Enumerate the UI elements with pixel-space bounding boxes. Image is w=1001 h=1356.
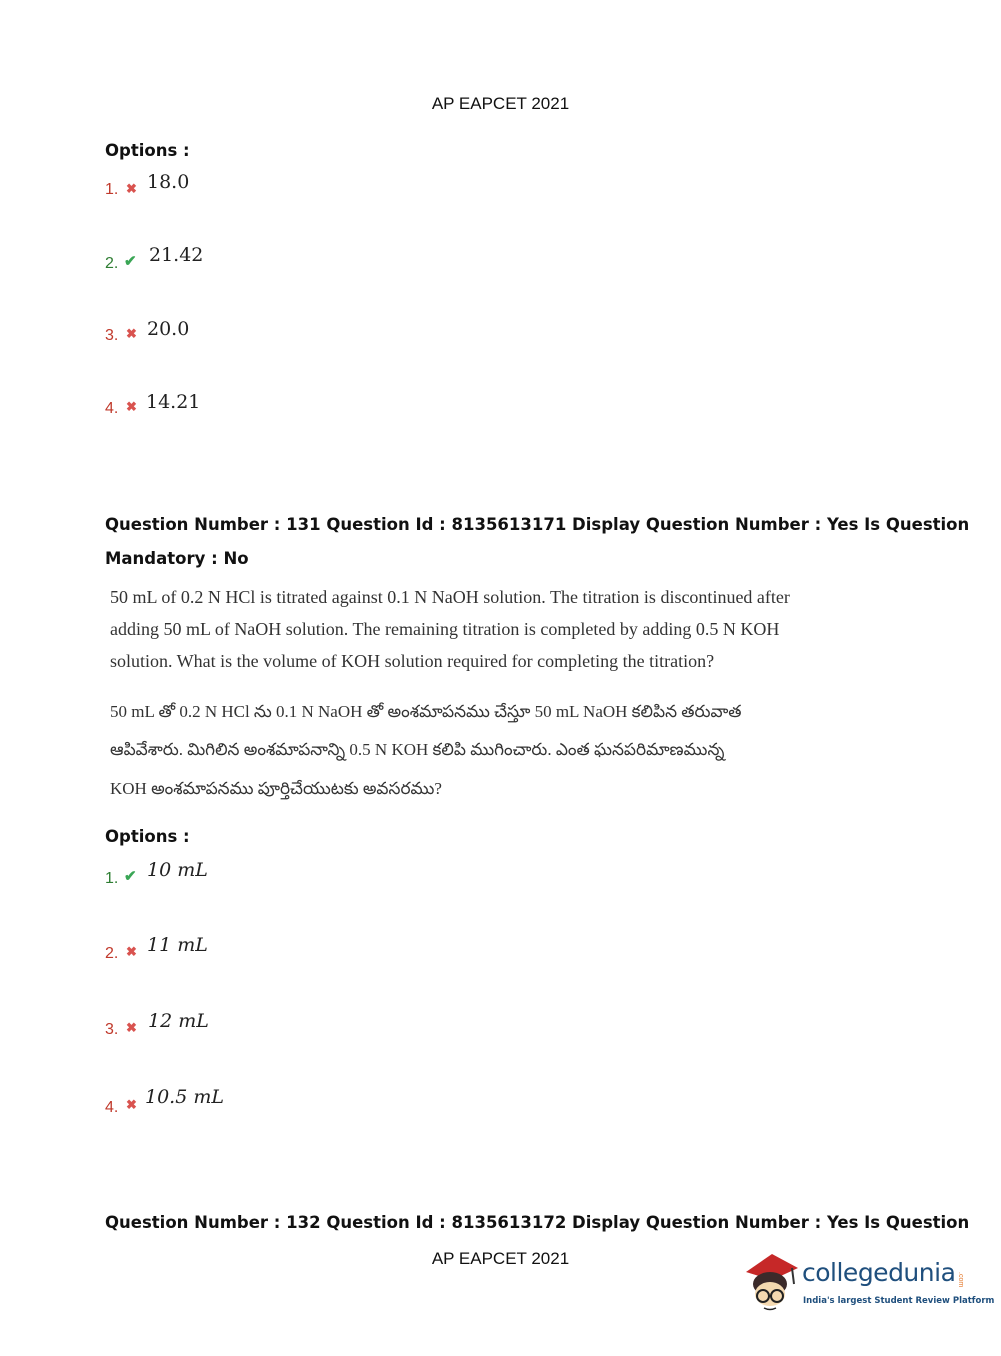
logo-wordmark: collegedunia [802,1258,956,1287]
collegedunia-logo [742,1250,995,1320]
check-icon: ✔ [124,868,137,885]
check-icon: ✔ [124,253,137,270]
option-value: 12 mL [148,1010,209,1032]
option-number: 2. [105,945,119,962]
logo-tagline: India's largest Student Review Platform [803,1296,995,1306]
option-value: 20.0 [147,318,190,340]
option-value: 10 mL [147,859,208,881]
question-text-english-line: adding 50 mL of NaOH solution. The remaining titration is completed by adding 0.5 N KOH [110,619,780,639]
option-number: 4. [105,400,119,417]
question-text-english-line: 50 mL of 0.2 N HCl is titrated against 0.1 N NaOH solution. The titration is discontinued after [110,587,790,607]
option-value: 10.5 mL [145,1086,224,1108]
page-footer-title: AP EAPCET 2021 [431,1249,570,1268]
option-number: 3. [105,1021,119,1038]
cross-icon: ✖ [126,326,137,341]
cross-icon: ✖ [126,1097,137,1112]
option-number: 3. [105,327,119,344]
question-meta-line: Question Number : 131 Question Id : 8135613171 Display Question Number : Yes Is Question [105,515,970,534]
option-number: 1. [105,870,119,887]
question-text-telugu-line: ఆపివేశారు. మిగిలిన అంశమాపనాన్ని 0.5 N KOH కలిపి ముగించారు. ఎంత ఘనపరిమాణమున్న [110,740,725,759]
question-text-telugu-line: 50 mL తో 0.2 N HCl ను 0.1 N NaOH తో అంశమాపనము చేస్తూ 50 mL NaOH కలిపిన తరువాత [110,702,742,721]
logo-domain: .com [957,1272,964,1288]
mascot-icon [742,1250,800,1316]
option-number: 2. [105,255,119,272]
page-header-title: AP EAPCET 2021 [431,94,570,113]
option-number: 4. [105,1099,119,1116]
options-label: Options : [105,827,190,846]
cross-icon: ✖ [126,399,137,414]
cross-icon: ✖ [126,1020,137,1035]
cross-icon: ✖ [126,944,137,959]
question-text-telugu-line: KOH అంశమాపనము పూర్తిచేయుటకు అవసరము? [110,779,442,798]
question-text-english-line: solution. What is the volume of KOH solution required for completing the titration? [110,651,715,671]
question-meta-line: Question Number : 132 Question Id : 8135613172 Display Question Number : Yes Is Question [105,1213,970,1232]
option-number: 1. [105,181,119,198]
option-value: 11 mL [147,934,208,956]
option-value: 18.0 [147,171,190,193]
options-label: Options : [105,141,190,160]
cross-icon: ✖ [126,181,137,196]
question-mandatory-line: Mandatory : No [105,549,249,568]
option-value: 14.21 [146,391,201,413]
option-value: 21.42 [149,244,204,266]
